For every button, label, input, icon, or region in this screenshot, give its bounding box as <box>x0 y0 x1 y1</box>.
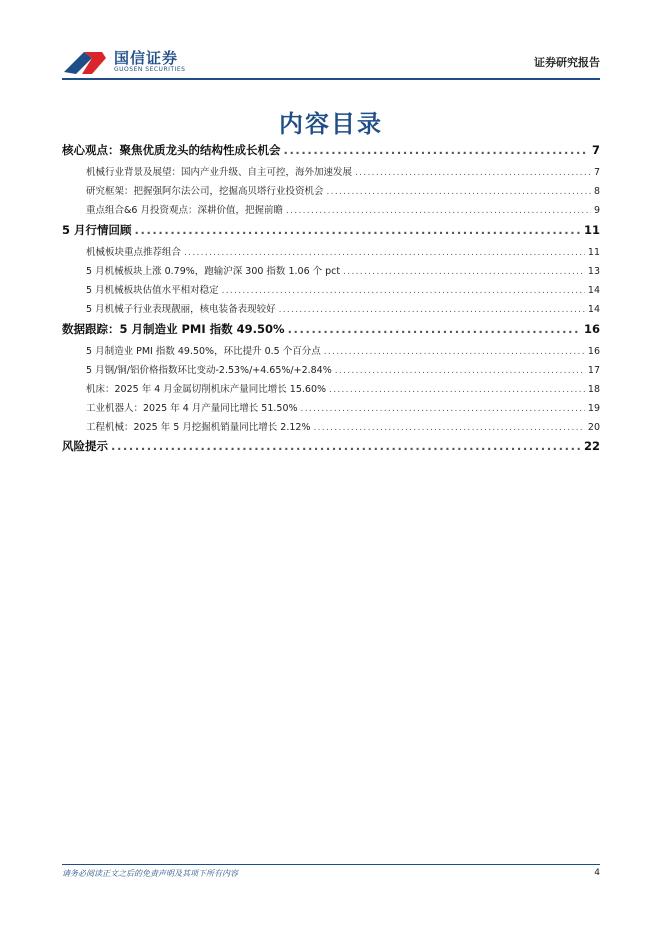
toc-entry-page: 14 <box>587 304 600 315</box>
toc-entry-text: 风险提示 <box>62 439 108 453</box>
toc-entry-industrial-robots[interactable] <box>86 400 600 414</box>
toc-entry-research-framework[interactable] <box>86 183 600 197</box>
toc-entry-page: 19 <box>587 403 600 414</box>
toc-entry-page: 14 <box>587 285 600 296</box>
toc-leader-dots <box>329 385 585 395</box>
guosen-logo-icon <box>62 48 108 76</box>
toc-entry-recommended-portfolio[interactable] <box>86 244 600 258</box>
toc-entry-text: 重点组合&6 月投资观点：深耕价值，把握前瞻 <box>86 205 283 216</box>
toc-entry-page: 8 <box>593 186 600 197</box>
toc-entry-page: 16 <box>587 346 600 357</box>
toc-entry-pmi[interactable] <box>86 343 600 357</box>
toc-entry-industry-background[interactable] <box>86 164 600 178</box>
toc-leader-dots <box>335 366 585 376</box>
toc-entry-page: 9 <box>593 205 600 216</box>
toc-entry-text: 机械行业背景及展望：国内产业升级、自主可控，海外加速发展 <box>86 167 353 178</box>
logo-english-name: GUOSEN SECURITIES <box>114 66 186 73</box>
logo-chinese-name: 国信证券 <box>114 49 179 67</box>
toc-leader-dots <box>324 347 585 357</box>
toc-entry-sector-performance[interactable] <box>86 263 600 277</box>
toc-leader-dots <box>284 143 589 157</box>
toc-entry-text: 5 月行情回顾 <box>62 223 132 237</box>
toc-entry-page: 20 <box>587 422 600 433</box>
toc-leader-dots <box>313 423 584 433</box>
toc-leader-dots <box>355 168 591 178</box>
toc-entry-text: 机床：2025 年 4 月金属切削机床产量同比增长 15.60% <box>86 384 327 395</box>
toc-entry-text: 5 月机械板块估值水平相对稳定 <box>86 285 219 296</box>
page-number: 4 <box>594 868 600 878</box>
toc-entry-page: 7 <box>593 167 600 178</box>
toc-leader-dots <box>286 206 591 216</box>
toc-leader-dots <box>327 187 591 197</box>
toc-entry-text: 工业机器人：2025 年 4 月产量同比增长 51.50% <box>86 403 298 414</box>
page-header <box>62 44 600 80</box>
toc-leader-dots <box>222 286 585 296</box>
footer-divider <box>62 864 600 865</box>
toc-entry-page: 18 <box>587 384 600 395</box>
footer-disclaimer: 请务必阅读正文之后的免责声明及其项下所有内容 <box>62 869 238 878</box>
header-divider <box>62 78 600 80</box>
report-type-label: 证券研究报告 <box>534 56 600 69</box>
toc-entry-text: 5 月制造业 PMI 指数 49.50%，环比提升 0.5 个百分点 <box>86 346 321 357</box>
toc-entry-may-review[interactable] <box>62 222 600 238</box>
toc-entry-valuation[interactable] <box>86 282 600 296</box>
toc-title: 内容目录 <box>279 110 383 138</box>
toc-entry-sub-industries[interactable] <box>86 301 600 315</box>
toc-entry-text: 5 月机械板块上涨 0.79%，跑输沪深 300 指数 1.06 个 pct <box>86 266 341 277</box>
toc-entry-text: 5 月机械子行业表现靓丽，核电装备表现较好 <box>86 304 276 315</box>
toc-entry-key-portfolio[interactable] <box>86 202 600 216</box>
toc-entry-page: 7 <box>591 143 600 157</box>
guosen-logo <box>62 44 192 78</box>
toc-entry-page: 17 <box>587 365 600 376</box>
toc-entry-machine-tools[interactable] <box>86 381 600 395</box>
toc-entry-construction-machinery[interactable] <box>86 419 600 433</box>
toc-entry-text: 5 月钢/铜/铝价格指数环比变动-2.53%/+4.65%/+2.84% <box>86 365 332 376</box>
toc-entry-text: 核心观点：聚焦优质龙头的结构性成长机会 <box>62 143 281 157</box>
toc-leader-dots <box>288 322 581 336</box>
toc-leader-dots <box>111 439 581 453</box>
toc-leader-dots <box>279 305 585 315</box>
toc-leader-dots <box>343 267 585 277</box>
toc-entry-text: 研究框架：把握强阿尔法公司，挖掘高贝塔行业投资机会 <box>86 186 324 197</box>
toc-entry-core-view[interactable] <box>62 142 600 158</box>
toc-entry-data-tracking[interactable] <box>62 321 600 337</box>
toc-entry-text: 机械板块重点推荐组合 <box>86 247 182 258</box>
toc-entry-text: 数据跟踪：5 月制造业 PMI 指数 49.50% <box>62 322 285 336</box>
toc-entry-metal-prices[interactable] <box>86 362 600 376</box>
toc-entry-page: 13 <box>587 266 600 277</box>
toc-entry-page: 11 <box>583 223 600 237</box>
toc-leader-dots <box>301 404 585 414</box>
toc-entry-page: 16 <box>583 322 600 336</box>
toc-entry-page: 11 <box>587 247 600 258</box>
toc-entry-risk-warning[interactable] <box>62 438 600 454</box>
toc-leader-dots <box>184 248 585 258</box>
toc-entry-page: 22 <box>583 439 600 453</box>
toc-leader-dots <box>135 223 581 237</box>
toc-entry-text: 工程机械：2025 年 5 月挖掘机销量同比增长 2.12% <box>86 422 311 433</box>
